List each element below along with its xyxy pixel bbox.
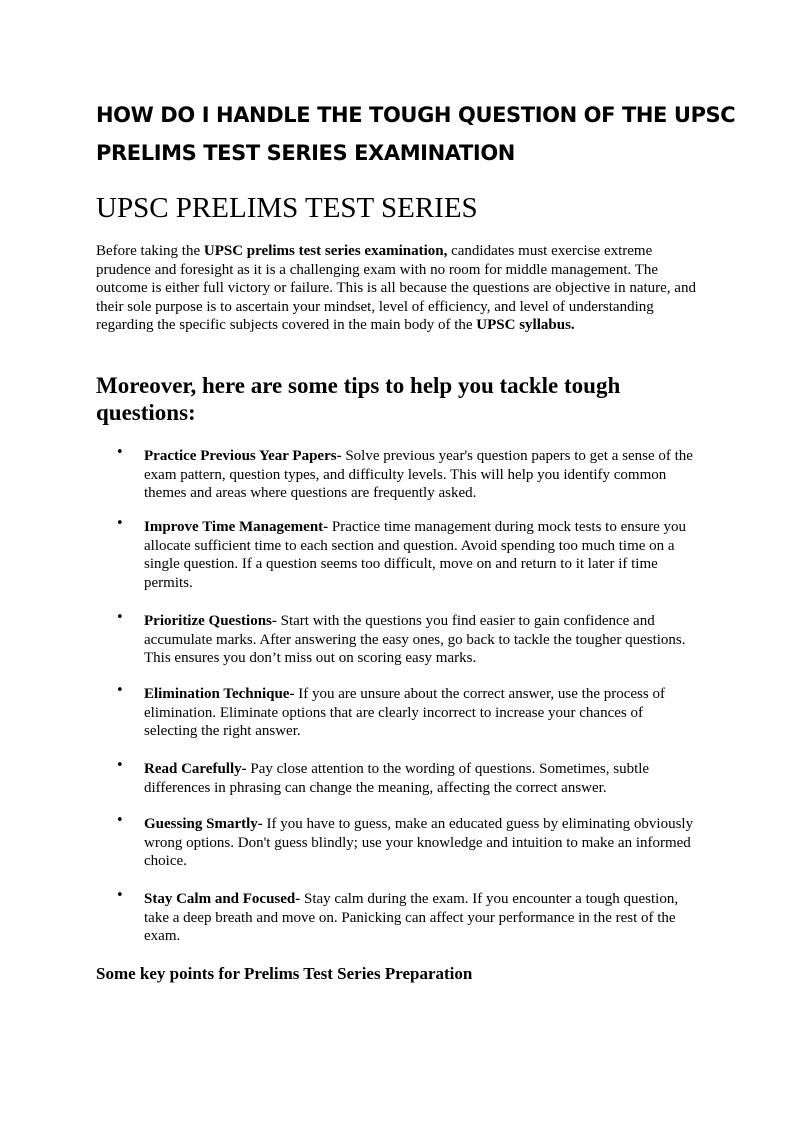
tip-title: Guessing Smartly- bbox=[144, 816, 263, 832]
bullet-icon: • bbox=[116, 610, 124, 625]
bullet-icon: • bbox=[116, 445, 124, 460]
bullet-icon: • bbox=[116, 683, 124, 698]
tip-description: Start with the questions you find easier to gain confidence and accumulate marks. After answering the easy ones, go back to tackle the tougher questions. This ensures you don’t miss out on scoring easy marks. bbox=[144, 613, 686, 667]
tip-title: Practice Previous Year Papers- bbox=[144, 448, 342, 464]
tip-title: Prioritize Questions- bbox=[144, 613, 277, 629]
bullet-icon: • bbox=[116, 888, 124, 903]
main-title: HOW DO I HANDLE THE TOUGH QUESTION OF THE UPSC PRELIMS TEST SERIES EXAMINATION bbox=[96, 103, 736, 165]
tip-text bbox=[144, 760, 698, 797]
tip-title: Read Carefully- bbox=[144, 761, 247, 777]
bullet-icon: • bbox=[116, 516, 124, 531]
tip-description: Practice time management during mock tests to ensure you allocate sufficient time to each section and question. Avoid spending too much time on a single question. If a question seems too difficult, move on and return to it later if time permits. bbox=[144, 519, 686, 591]
intro-paragraph bbox=[96, 242, 706, 335]
section-heading: UPSC PRELIMS TEST SERIES bbox=[96, 192, 478, 224]
intro-text-1: Before taking the bbox=[96, 243, 204, 259]
bullet-icon: • bbox=[116, 758, 124, 773]
tip-title: Elimination Technique- bbox=[144, 686, 295, 702]
tip-text bbox=[144, 612, 698, 668]
tip-description: If you are unsure about the correct answer, use the process of elimination. Eliminate options that are clearly incorrect to increase your chances of selecting the right answer. bbox=[144, 686, 665, 740]
tip-description: If you have to guess, make an educated guess by eliminating obviously wrong options. Don't guess blindly; use your knowledge and intuition to make an informed choice. bbox=[144, 816, 694, 870]
tip-text bbox=[144, 890, 698, 946]
tip-title: Stay Calm and Focused- bbox=[144, 891, 301, 907]
bullet-icon: • bbox=[116, 813, 124, 828]
intro-bold-exam: UPSC prelims test series examination, bbox=[203, 243, 448, 259]
intro-bold-syllabus: UPSC syllabus. bbox=[476, 317, 575, 334]
tip-description: Pay close attention to the wording of questions. Sometimes, subtle differences in phrasing can change the meaning, affecting the correct answer. bbox=[144, 761, 650, 796]
intro-text-2: candidates must exercise extreme prudence and foresight as it is a challenging exam with no room for middle management. The outcome is either full victory or failure. This is all because the questions are objective in nature, and their sole purpose is to ascertain your mindset, level of efficiency, and level of understanding regarding the specific subjects covered in the main body of the bbox=[96, 243, 696, 334]
tip-title: Improve Time Management- bbox=[144, 519, 329, 535]
tip-text bbox=[144, 685, 698, 741]
tip-description: Solve previous year's question papers to get a sense of the exam pattern, question types, and difficulty levels. This will help you identify common themes and areas where questions are frequently asked. bbox=[144, 448, 693, 502]
tip-text bbox=[144, 815, 698, 871]
tip-text bbox=[144, 518, 698, 592]
tip-description: Stay calm during the exam. If you encounter a tough question, take a deep breath and move on. Panicking can affect your performance in the rest of the exam. bbox=[144, 891, 679, 945]
key-points-heading: Some key points for Prelims Test Series Preparation bbox=[96, 964, 473, 983]
tips-heading: Moreover, here are some tips to help you tackle tough questions: bbox=[96, 373, 621, 425]
tip-text bbox=[144, 447, 698, 503]
